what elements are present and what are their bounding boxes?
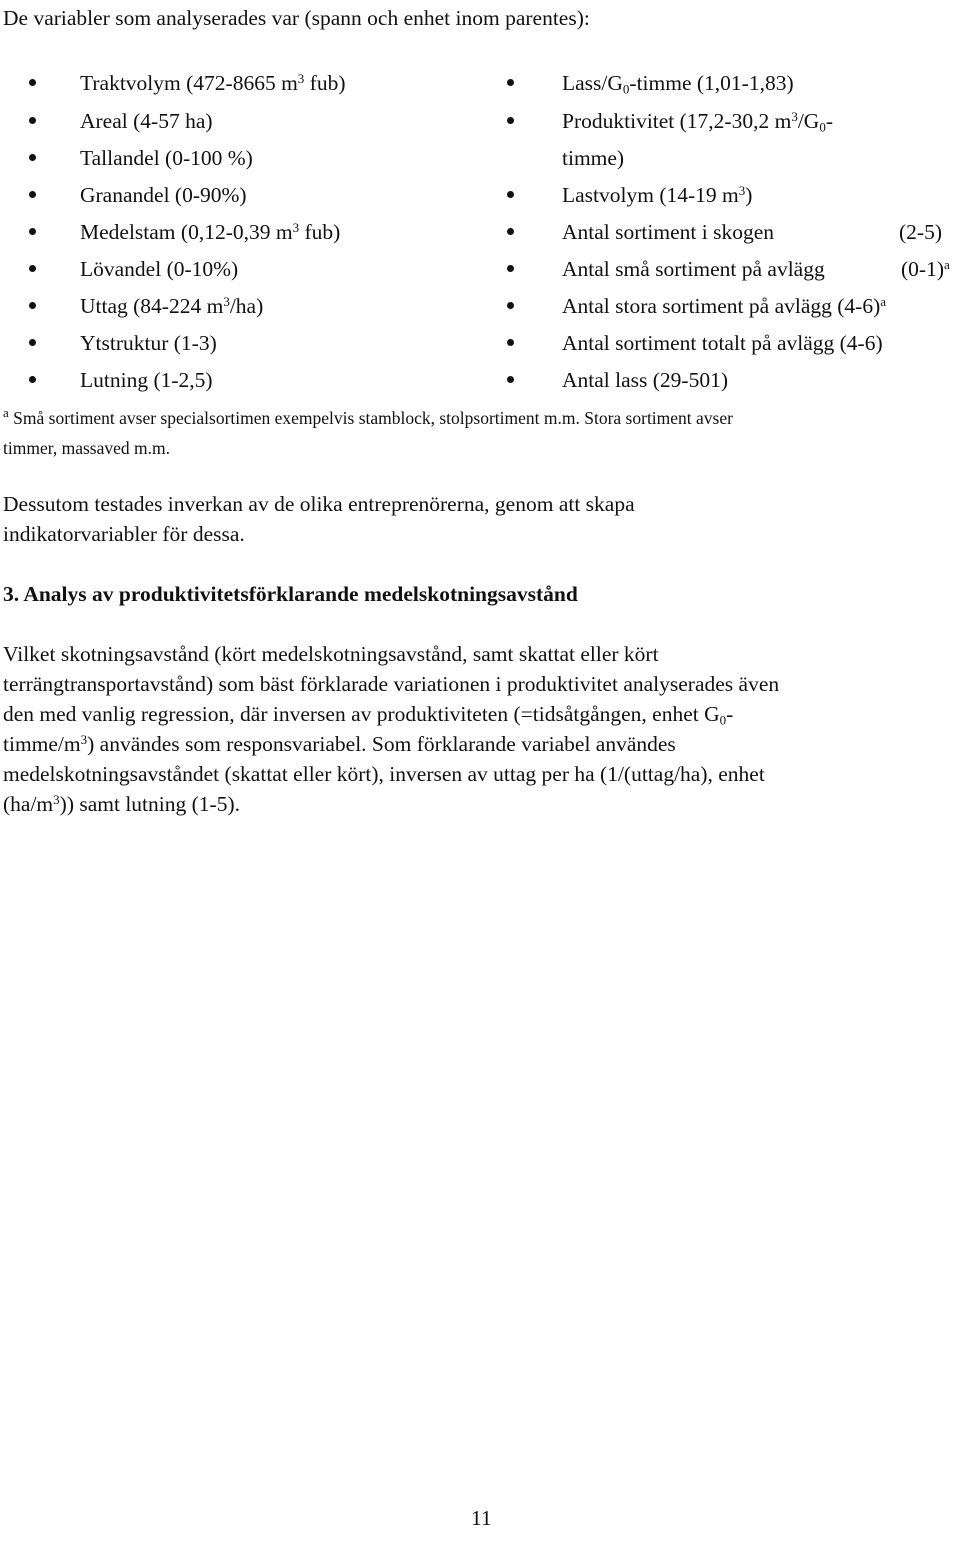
paragraph-analysis [3,639,953,819]
section-heading: 3. Analys av produktivitetsförklarande medelskotningsavstånd [3,582,578,606]
bullet-icon [507,265,514,272]
list-item-range: $(0-1)^a$ [901,256,950,281]
list-item-text: Antal små sortiment på avlägg [562,257,825,281]
paragraph-line: indikatorvariabler för dessa. [3,522,245,546]
bullet-icon [29,79,36,86]
list-item-text: Lövandel (0-10%) [80,257,239,281]
footnote-line: timmer, massaved m.m. [3,438,170,458]
bullet-icon [29,265,36,272]
list-item-text: Antal sortiment totalt på avlägg (4-6) [562,331,883,355]
intro-text: De variabler som analyserades var (spann och enhet inom parentes): [3,6,590,30]
bullet-icon [507,191,514,198]
paragraph-line: terrängtransportavstånd) som bäst förklarade variationen i produktivitet analyserades även [3,672,780,696]
bullet-icon [507,228,514,235]
bullet-icon [29,228,36,235]
list-item-text: Lass/$G_0$-timme (1,01-1,83) [562,71,794,97]
bullet-icon [507,117,514,124]
list-item-text: Medelstam (0,12-0,39 $m^3$ fub) [80,219,341,244]
paragraph-line: Dessutom testades inverkan av de olika entreprenörerna, genom att skapa [3,492,635,516]
page-number: 11 [471,1506,492,1530]
list-item-text: Antal stora sortiment på avlägg $(4-6)^a$ [562,293,887,318]
paragraph-line: Vilket skotningsavstånd (kört medelskotningsavstånd, samt skattat eller kört [3,642,659,666]
bullet-icon [29,376,36,383]
list-item-text: Areal (4-57 ha) [80,109,213,133]
list-item-range: (2-5) [899,220,942,244]
paragraph-line: timme/$m^3$) användes som responsvariabel. Som förklarande variabel användes [3,731,676,756]
bullet-icon [29,154,36,161]
paragraph-line: den med vanlig regression, där inversen av produktiviteten (=tidsåtgången, enhet $G_0-$ [3,702,734,728]
list-item-text: Uttag (84-224 $m^3/ha$) [80,293,264,318]
bullet-icon [507,79,514,86]
list-item-text: Antal sortiment i skogen [562,220,774,244]
paragraph-line: medelskotningsavståndet (skattat eller kört), inversen av uttag per ha (1/(uttag/ha), enhet [3,762,765,786]
list-item-text: Produktivitet (17,2-30,2 $m^3/G_0-$ [562,108,833,135]
bullet-icon [29,339,36,346]
list-item-continuation: timme) [562,146,625,170]
bullet-icon [507,302,514,309]
list-item-text: Traktvolym (472-8665 $m^3$ fub) [80,70,346,95]
bullet-icon [29,302,36,309]
paragraph-line: $(ha/m^3)$) samt lutning (1-5). [3,791,240,816]
paragraph-entrepreneurs [3,489,953,549]
list-item-text: Tallandel (0-100 %) [80,146,253,170]
list-item-text: Granandel (0-90%) [80,183,247,207]
list-item-text: Antal lass (29-501) [562,368,728,392]
bullet-icon [29,117,36,124]
list-item-text: Lutning (1-2,5) [80,368,213,392]
list-item-text: Lastvolym (14-19 $m^3$) [562,182,753,207]
footnote-line: $^a$ Små sortiment avser specialsortimen exempelvis stamblock, stolpsortiment m.m. Stora sortiment avser [3,404,733,428]
bullet-icon [29,191,36,198]
bullet-icon [507,339,514,346]
list-item-text: Ytstruktur (1-3) [80,331,217,355]
bullet-icon [507,376,514,383]
